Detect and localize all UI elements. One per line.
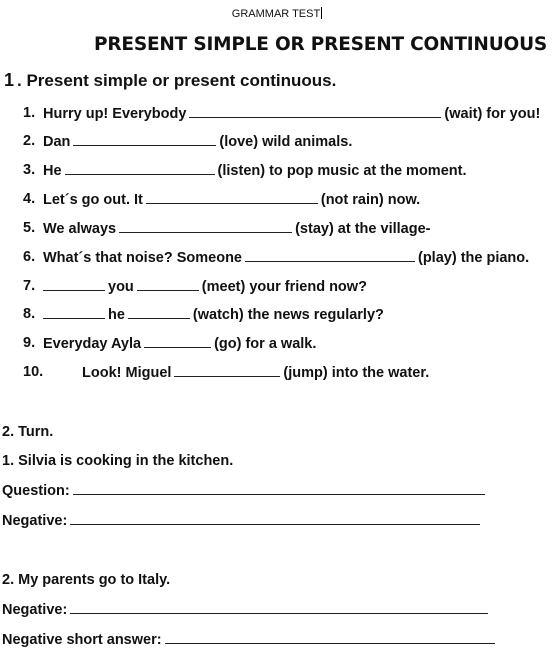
text-cursor	[321, 7, 322, 19]
item-verb-hint: (watch) the news regularly?	[192, 307, 384, 323]
document-header	[0, 7, 554, 20]
item-verb-hint: (stay) at the village-	[295, 221, 431, 237]
item-number: 10.	[23, 364, 44, 380]
answer-blank[interactable]	[43, 277, 105, 291]
section-1-number: 1	[4, 70, 15, 90]
item-number: 4.	[23, 191, 36, 207]
negative-row-1	[2, 511, 483, 530]
answer-blank[interactable]	[137, 277, 199, 291]
item-number: 6.	[23, 249, 36, 265]
item-number: 2.	[23, 133, 36, 149]
item-text: Everyday Ayla	[43, 336, 142, 352]
item-number: 3.	[23, 162, 36, 178]
item-text: you	[108, 279, 134, 295]
item-verb-hint: (go) for a walk.	[214, 336, 317, 352]
header-text: GRAMMAR TEST	[231, 8, 321, 20]
answer-blank[interactable]	[73, 481, 485, 495]
answer-blank[interactable]	[144, 334, 211, 348]
item-text: he	[108, 307, 125, 323]
negative-label: Negative:	[2, 513, 68, 529]
section-2-sentence-2: 2. My parents go to Italy.	[2, 572, 171, 588]
item-text: He	[43, 163, 62, 179]
item-number: 1.	[23, 105, 36, 121]
item-text: Hurry up! Everybody	[43, 106, 187, 122]
section-1-heading	[4, 70, 336, 91]
item-text: We always	[43, 221, 117, 237]
section-2-sentence-1: 1. Silvia is cooking in the kitchen.	[2, 453, 234, 469]
answer-blank[interactable]	[128, 305, 190, 319]
answer-blank[interactable]	[73, 132, 216, 146]
negative-short-answer-row	[2, 630, 498, 649]
answer-blank[interactable]	[189, 104, 441, 118]
item-verb-hint: (meet) your friend now?	[201, 279, 367, 295]
answer-blank[interactable]	[174, 363, 280, 377]
item-verb-hint: (jump) into the water.	[283, 365, 430, 381]
item-verb-hint: (wait) for you!	[444, 106, 541, 122]
negative-row-2	[2, 600, 491, 619]
answer-blank[interactable]	[70, 511, 480, 525]
section-1-title: . Present simple or present continuous.	[17, 71, 337, 90]
answer-blank[interactable]	[119, 219, 292, 233]
negative-short-answer-label: Negative short answer:	[2, 632, 162, 648]
item-text: What´s that noise? Someone	[43, 250, 242, 266]
item-text: Dan	[43, 134, 71, 150]
item-number: 9.	[23, 335, 36, 351]
answer-blank[interactable]	[43, 305, 105, 319]
item-verb-hint: (not rain) now.	[320, 192, 421, 208]
answer-blank[interactable]	[146, 190, 318, 204]
item-text: Look! Miguel	[82, 365, 172, 381]
item-verb-hint: (play) the piano.	[418, 250, 530, 266]
item-text: Let´s go out. It	[43, 192, 143, 208]
answer-blank[interactable]	[70, 600, 488, 614]
item-verb-hint: (listen) to pop music at the moment.	[217, 163, 467, 179]
item-number: 8.	[23, 306, 36, 322]
item-verb-hint: (love) wild animals.	[219, 134, 353, 150]
question-row	[2, 481, 488, 500]
answer-blank[interactable]	[65, 161, 215, 175]
item-number: 5.	[23, 220, 36, 236]
section-2-heading: 2. Turn.	[2, 424, 54, 440]
item-number: 7.	[23, 278, 36, 294]
negative-label: Negative:	[2, 602, 68, 618]
answer-blank[interactable]	[165, 630, 495, 644]
answer-blank[interactable]	[245, 248, 415, 262]
page-title: PRESENT SIMPLE OR PRESENT CONTINUOUS	[94, 34, 548, 55]
question-label: Question:	[2, 483, 70, 499]
